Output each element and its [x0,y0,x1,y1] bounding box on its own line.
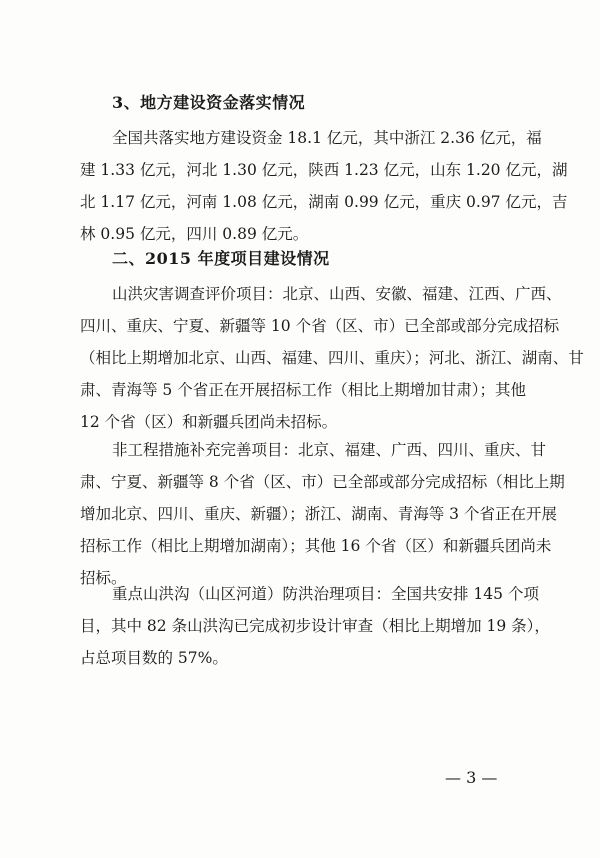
nonengineering-paragraph [80,434,565,594]
text-line: 12 个省（区）和新疆兵团尚未招标。 [80,413,338,431]
text-line: 肃、宁夏、新疆等 8 个省（区、市）已全部或部分完成招标（相比上期 [80,473,565,491]
text-line: 四川、重庆、宁夏、新疆等 10 个省（区、市）已全部或部分完成招标 [80,317,560,335]
text-line: 目，其中 82 条山洪沟已完成初步设计审查（相比上期增加 19 条）， [80,617,550,635]
text-line: 占总项目数的 57%。 [80,649,228,667]
page-number: — 3 — [445,768,498,787]
text-line: 肃、青海等 5 个省正在开展招标工作（相比上期增加甘肃）；其他 [80,381,526,399]
text-line: 增加北京、四川、重庆、新疆）；浙江、湖南、青海等 3 个省正在开展 [80,505,557,523]
text-line: 招标。 [80,569,127,587]
text-line: 山洪灾害调查评价项目：北京、山西、安徽、福建、江西、广西、 [112,285,562,303]
section-3-heading: 3、地方建设资金落实情况 [112,93,306,112]
text-line: 全国共落实地方建设资金 18.1 亿元，其中浙江 2.36 亿元，福 [112,129,542,147]
text-line: （相比上期增加北京、山西、福建、四川、重庆）；河北、浙江、湖南、甘 [80,349,584,367]
section-3-paragraph [80,122,568,250]
text-line: 重点山洪沟（山区河道）防洪治理项目：全国共安排 145 个项 [112,585,539,603]
text-line: 招标工作（相比上期增加湖南）；其他 16 个省（区）和新疆兵团尚未 [80,537,552,555]
text-line: 林 0.95 亿元，四川 0.89 亿元。 [80,225,309,243]
text-line: 北 1.17 亿元，河南 1.08 亿元，湖南 0.99 亿元，重庆 0.97 亿元，吉 [80,193,568,211]
text-line: 非工程措施补充完善项目：北京、福建、广西、四川、重庆、甘 [112,441,547,459]
text-line: 建 1.33 亿元，河北 1.30 亿元，陕西 1.23 亿元，山东 1.20 亿元，湖 [80,161,568,179]
survey-paragraph [80,278,584,438]
gully-paragraph [80,578,550,674]
part-2-heading: 二、2015 年度项目建设情况 [112,249,330,268]
